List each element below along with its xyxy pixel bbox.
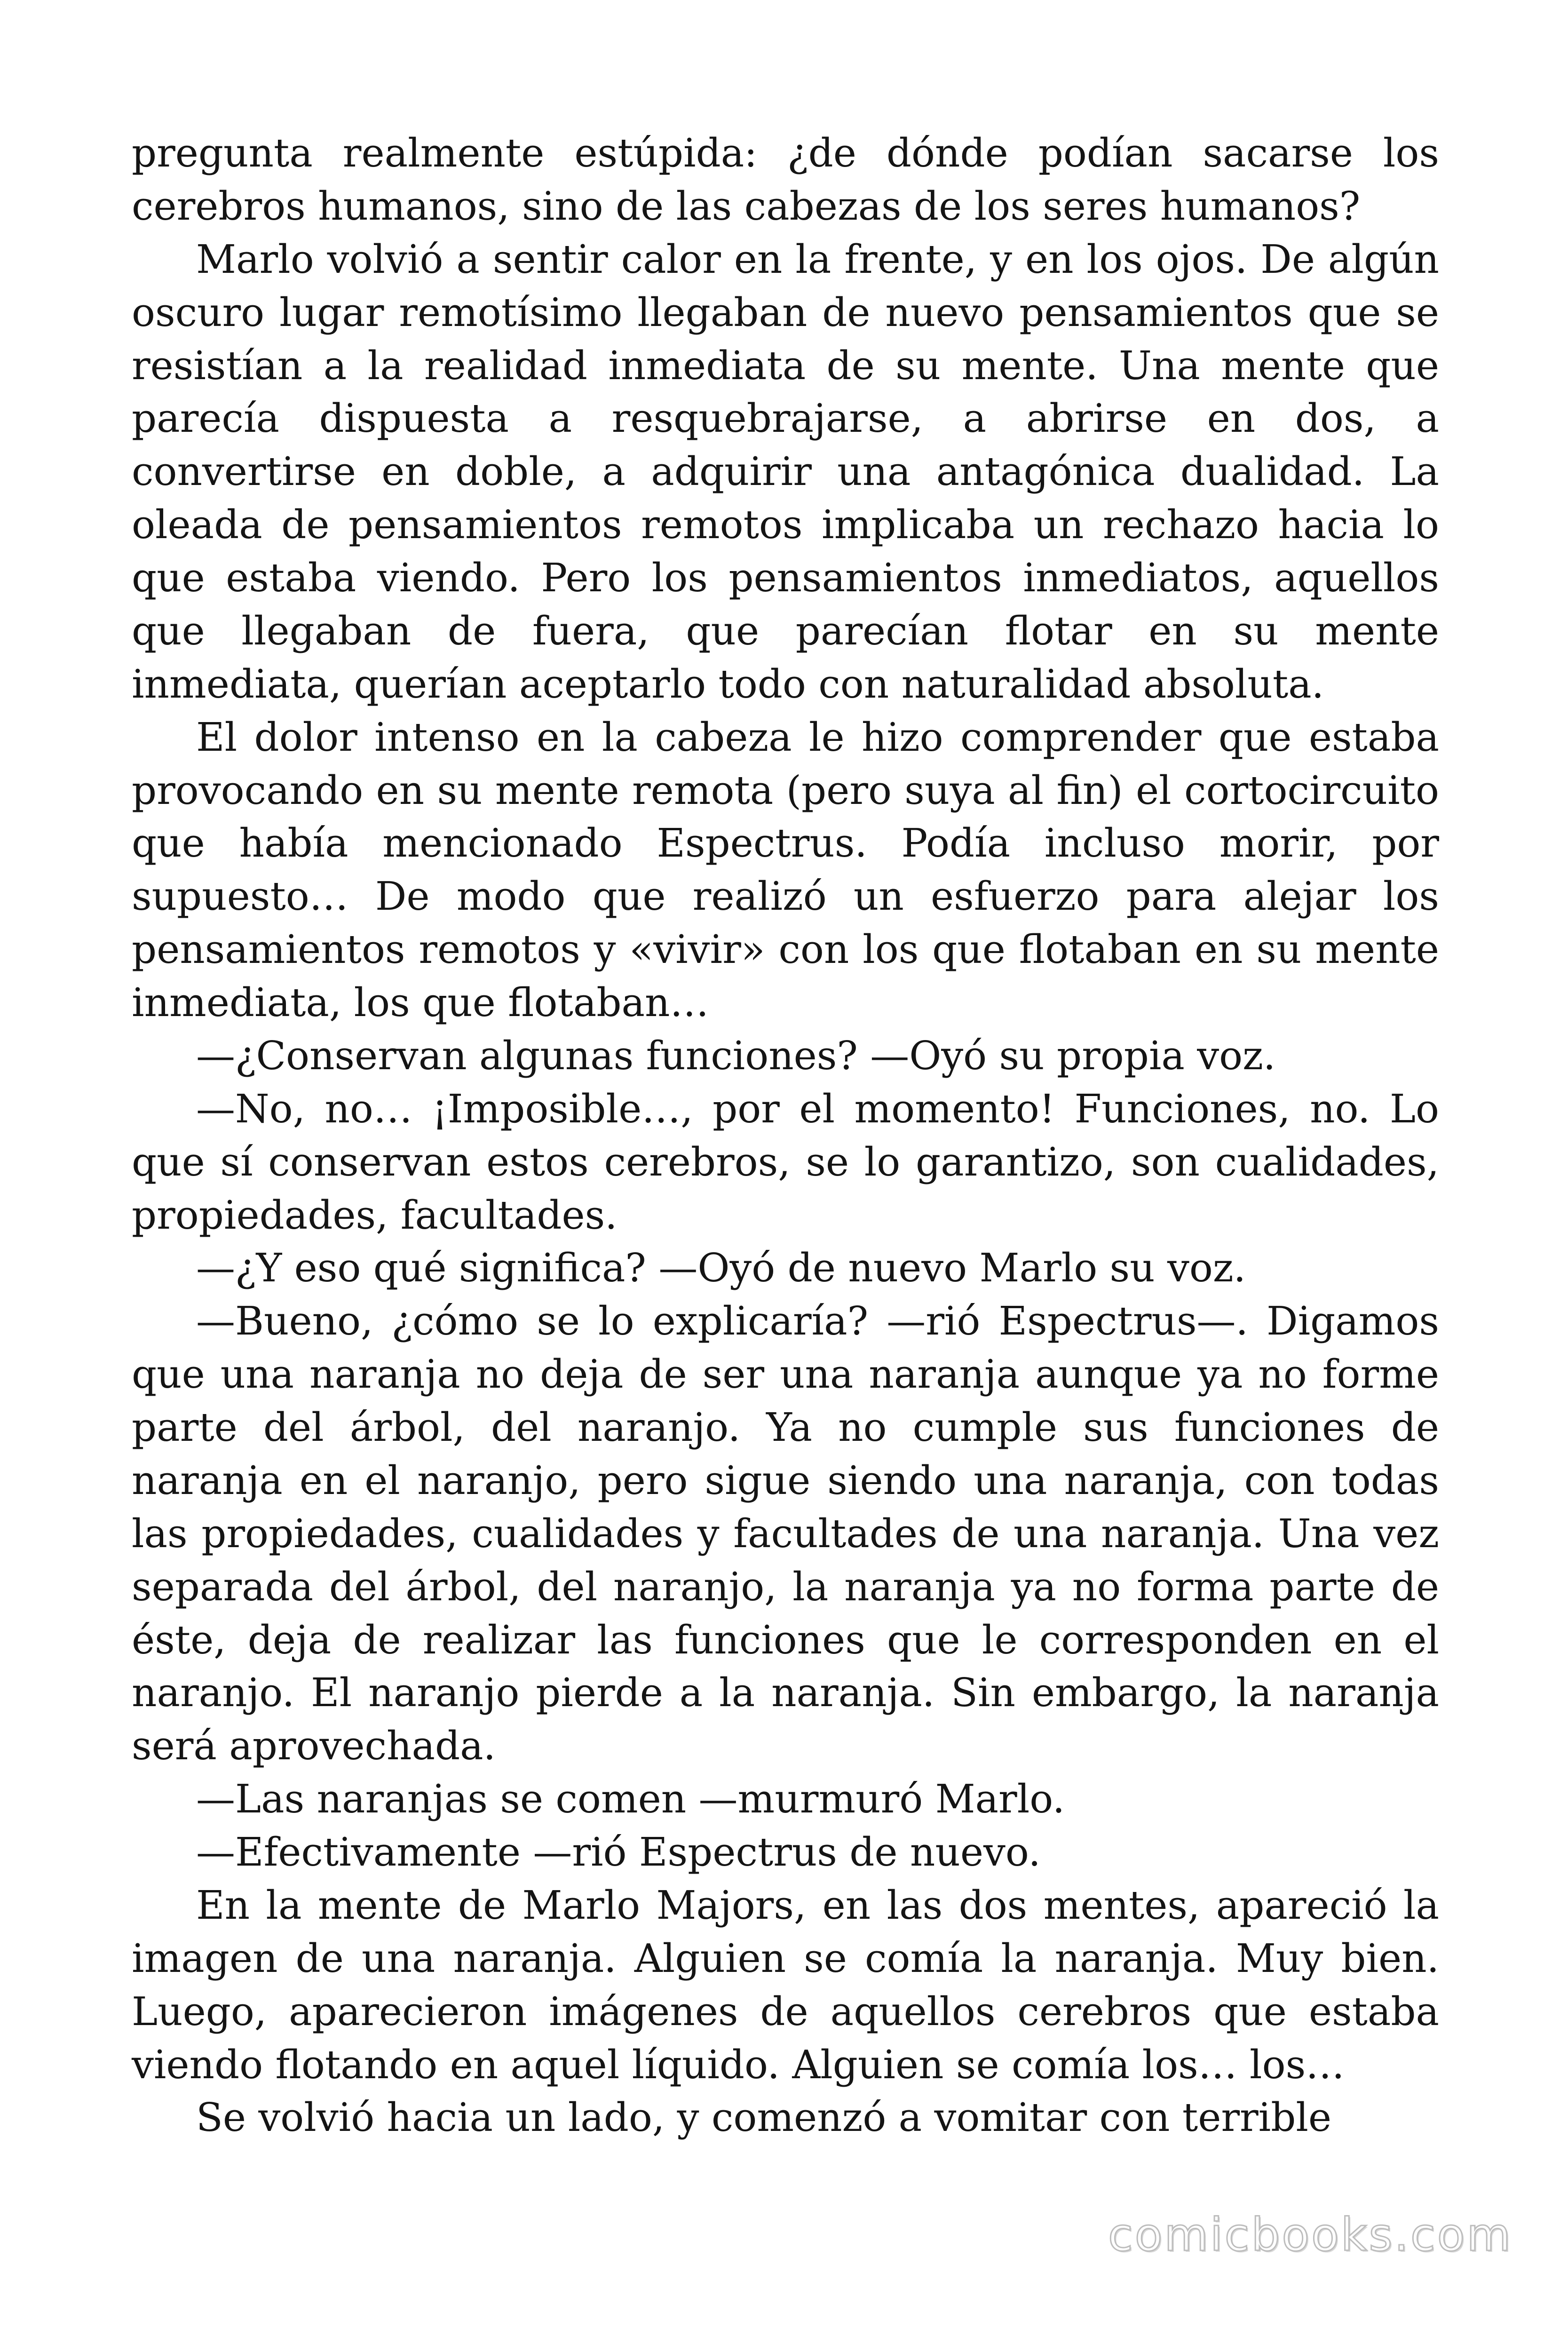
book-page-text [132,127,1439,2145]
dialogue-line: —Efectivamente —rió Espectrus de nuevo. [196,1829,1041,1875]
dialogue-line: —Las naranjas se comen —murmuró Marlo. [196,1776,1065,1822]
paragraph: En la mente de Marlo Majors, en las dos mentes, apareció la imagen de una naranja. Alguien se comía la naranja. Muy bien. Luego, aparecieron imágenes de aquellos cerebros que estaba viendo flotando en aquel líquido. Alguien se comía los… los… [132,1882,1439,2088]
dialogue-line: —Bueno, ¿cómo se lo explicaría? —rió Espectrus—. Digamos que una naranja no deja de ser una naranja aunque ya no forme parte del árbol, del naranjo. Ya no cumple sus funciones de naranja en el naranjo, pero sigue siendo una naranja, con todas las propiedades, cualidades y facultades de una naranja. Una vez separada del árbol, del naranjo, la naranja ya no forma parte de éste, deja de realizar las funciones que le corresponden en el naranjo. El naranjo pierde a la naranja. Sin embargo, la naranja será aprovechada. [132,1298,1439,1769]
paragraph-continuation: pregunta realmente estúpida: ¿de dónde podían sacarse los cerebros humanos, sino de las cabezas de los seres humanos? [132,130,1439,229]
paragraph-truncated: Se volvió hacia un lado, y comenzó a vomitar con terrible [196,2095,1332,2141]
dialogue-line: —¿Y eso qué significa? —Oyó de nuevo Marlo su voz. [196,1245,1246,1291]
dialogue-line: —No, no… ¡Imposible…, por el momento! Funciones, no. Lo que sí conservan estos cerebros, se lo garantizo, son cualidades, propiedades, facultades. [132,1086,1439,1238]
dialogue-line: —¿Conservan algunas funciones? —Oyó su propia voz. [196,1033,1276,1079]
paragraph: El dolor intenso en la cabeza le hizo comprender que estaba provocando en su mente remota (pero suya al fin) el cortocircuito que había mencionado Espectrus. Podía incluso morir, por supuesto… De modo que realizó un esfuerzo para alejar los pensamientos remotos y «vivir» con los que flotaban en su mente inmediata, los que flotaban… [132,714,1439,1025]
paragraph: Marlo volvió a sentir calor en la frente, y en los ojos. De algún oscuro lugar remotísimo llegaban de nuevo pensamientos que se resistían a la realidad inmediata de su mente. Una mente que parecía dispuesta a resquebrajarse, a abrirse en dos, a convertirse en doble, a adquirir una antagónica dualidad. La oleada de pensamientos remotos implicaba un rechazo hacia lo que estaba viendo. Pero los pensamientos inmediatos, aquellos que llegaban de fuera, que parecían flotar en su mente inmediata, querían aceptarlo todo con naturalidad absoluta. [132,236,1439,707]
watermark: comicbooks.com [1108,2209,1513,2261]
